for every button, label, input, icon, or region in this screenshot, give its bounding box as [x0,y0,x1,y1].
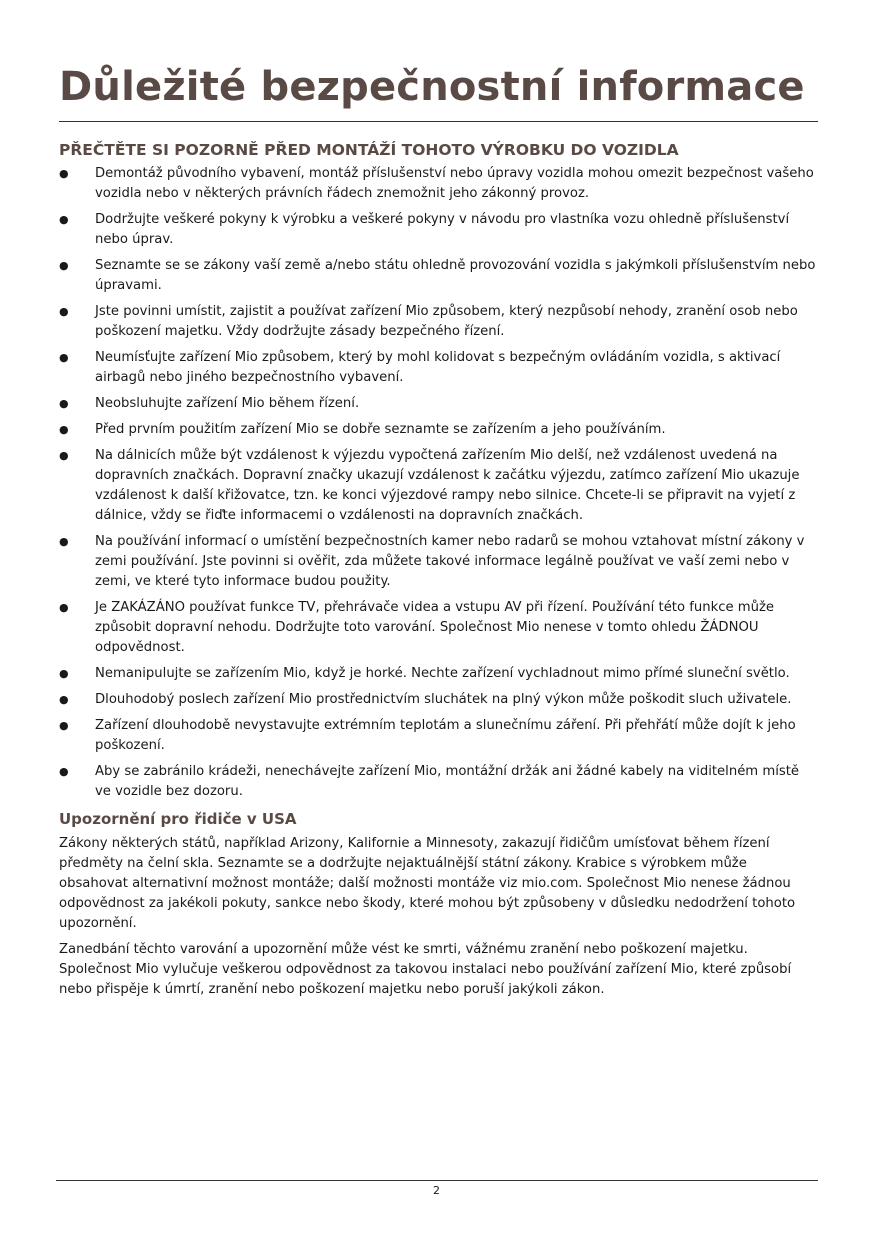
usa-notice-section [59,808,818,1006]
bullet-icon: ● [59,667,69,680]
list-item-text: Neumísťujte zařízení Mio způsobem, který by mohl kolidovat s bezpečným ovládáním vozidla, s aktivací airbagů nebo jiného bezpečnostního vybavení. [95,350,781,385]
list-item [59,664,818,684]
list-item-text: Na používání informací o umístění bezpečnostních kamer nebo radarů se mohou vztahovat místní zákony v zemi používání. Jste povinni si ověřit, zda můžete takové informace legálně používat ve vaší zemi nebo v zemi, ve které tyto informace budou použity. [95,534,805,589]
list-item [59,210,818,250]
bullet-icon: ● [59,259,69,272]
title-divider [59,121,818,122]
list-item-text: Neobsluhujte zařízení Mio během řízení. [95,396,360,411]
bullet-icon: ● [59,305,69,318]
list-item-text: Aby se zabránilo krádeži, nenechávejte zařízení Mio, montážní držák ani žádné kabely na viditelném místě ve vozidle bez dozoru. [95,764,800,799]
list-item [59,532,818,592]
list-item [59,762,818,802]
bullet-icon: ● [59,535,69,548]
list-item-text: Na dálnicích může být vzdálenost k výjezdu vypočtená zařízením Mio delší, než vzdálenost uvedená na dopravních značkách. Dopravní značky ukazují vzdálenost k začátku výjezdu, zatímco zařízení Mio ukazuje vzdálenost k další křižovatce, tzn. ke konci výjezdové rampy nebo silnice. Chcete-li se připravit na vyjetí z dálnice, vždy se řiďte informacemi o vzdálenosti na dopravních značkách. [95,448,800,523]
list-item-text: Seznamte se se zákony vaší země a/nebo státu ohledně provozování vozidla s jakýmkoli příslušenstvím nebo úpravami. [95,258,816,293]
bullet-icon: ● [59,601,69,614]
list-item [59,690,818,710]
section-heading: PŘEČTĚTE SI POZORNĚ PŘED MONTÁŽÍ TOHOTO VÝROBKU DO VOZIDLA [59,141,679,159]
list-item [59,164,818,204]
usa-notice-paragraph: Zanedbání těchto varování a upozornění může vést ke smrti, vážnému zranění nebo poškození majetku. Společnost Mio vylučuje veškerou odpovědnost za takovou instalaci nebo používání zařízení Mio, které způsobí nebo přispěje k úmrtí, zranění nebo poškození majetku nebo poruší jakýkoli zákon. [59,942,792,997]
bullet-icon: ● [59,213,69,226]
list-item [59,302,818,342]
bullet-icon: ● [59,397,69,410]
safety-bullet-list [59,164,818,808]
list-item-text: Jste povinni umístit, zajistit a používat zařízení Mio způsobem, který nezpůsobí nehody, zranění osob nebo poškození majetku. Vždy dodržujte zásady bezpečného řízení. [95,304,798,339]
footer-divider [56,1180,818,1181]
list-item [59,598,818,658]
list-item-text: Nemanipulujte se zařízením Mio, když je horké. Nechte zařízení vychladnout mimo přímé sluneční světlo. [95,666,790,681]
bullet-icon: ● [59,423,69,436]
list-item-text: Dlouhodobý poslech zařízení Mio prostřednictvím sluchátek na plný výkon může poškodit sluch uživatele. [95,692,792,707]
list-item-text: Zařízení dlouhodobě nevystavujte extrémním teplotám a slunečnímu záření. Při přehřátí může dojít k jeho poškození. [95,718,796,753]
list-item [59,256,818,296]
bullet-icon: ● [59,351,69,364]
list-item-text: Je ZAKÁZÁNO používat funkce TV, přehrávače videa a vstupu AV při řízení. Používání této funkce může způsobit dopravní nehodu. Dodržujte toto varování. Společnost Mio nenese v tomto ohledu ŽÁDNOU odpovědnost. [95,600,775,655]
usa-notice-heading: Upozornění pro řidiče v USA [59,810,297,828]
list-item-text: Dodržujte veškeré pokyny k výrobku a veškeré pokyny v návodu pro vlastníka vozu ohledně příslušenství nebo úprav. [95,212,790,247]
list-item [59,446,818,526]
list-item [59,348,818,388]
list-item [59,716,818,756]
list-item-text: Demontáž původního vybavení, montáž příslušenství nebo úpravy vozidla mohou omezit bezpečnost vašeho vozidla nebo v některých právních řádech znemožnit jeho zákonný provoz. [95,166,814,201]
page-number: 2 [433,1184,440,1197]
list-item [59,394,818,414]
bullet-icon: ● [59,167,69,180]
bullet-icon: ● [59,719,69,732]
bullet-icon: ● [59,765,69,778]
list-item-text: Před prvním použitím zařízení Mio se dobře seznamte se zařízením a jeho používáním. [95,422,666,437]
usa-notice-paragraph: Zákony některých států, například Arizony, Kalifornie a Minnesoty, zakazují řidičům umísťovat během řízení předměty na čelní skla. Seznamte se a dodržujte nejaktuálnější státní zákony. Krabice s výrobkem může obsahovat alternativní možnost montáže; další možnosti montáže viz mio.com. Společnost Mio nenese žádnou odpovědnost za jakékoli pokuty, sankce nebo škody, které mohou být způsobeny v důsledku nedodržení tohoto upozornění. [59,836,796,931]
list-item [59,420,818,440]
page-title: Důležité bezpečnostní informace [59,64,805,110]
bullet-icon: ● [59,449,69,462]
bullet-icon: ● [59,693,69,706]
